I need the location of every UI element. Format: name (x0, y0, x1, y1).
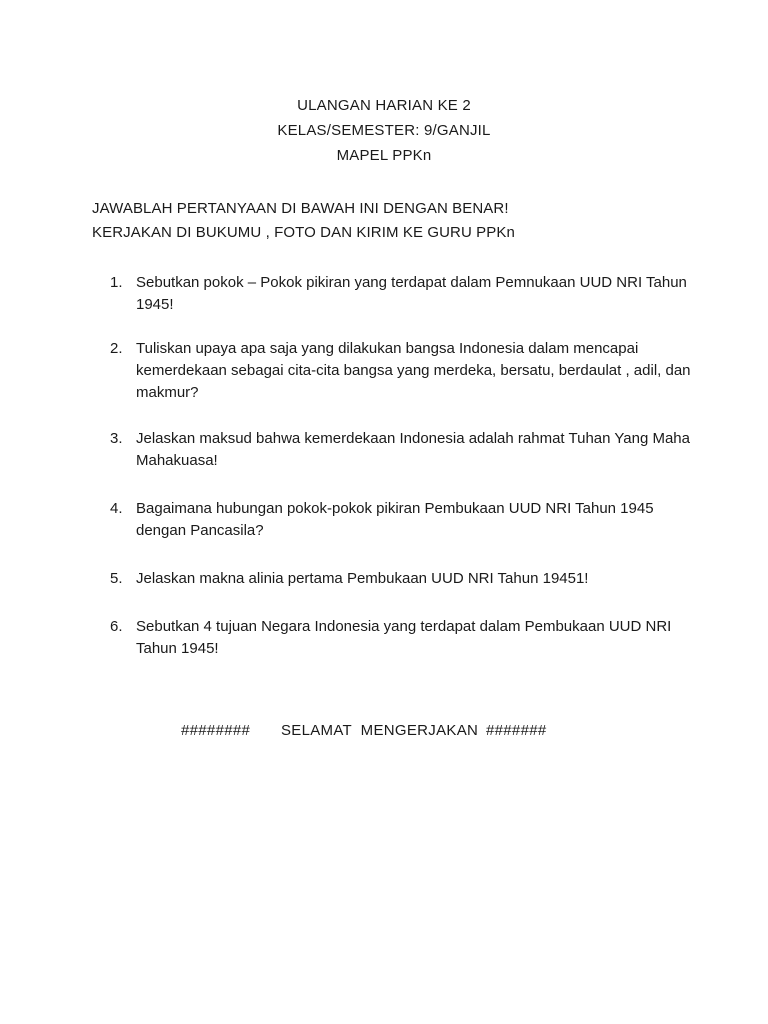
question-text: Bagaimana hubungan pokok-pokok pikiran Pembukaan UUD NRI Tahun 1945 dengan Pancasila? (136, 500, 654, 539)
question-text: Sebutkan pokok – Pokok pikiran yang terdapat dalam Pemnukaan UUD NRI Tahun 1945! (136, 274, 687, 313)
question-number: 1. (110, 274, 123, 291)
question-item (110, 498, 700, 542)
instruction-line: JAWABLAH PERTANYAAN DI BAWAH INI DENGAN BENAR! (92, 200, 509, 217)
closing-line (181, 722, 547, 739)
question-list (110, 272, 700, 660)
left-hash-decoration: ######## (181, 722, 251, 739)
subject: MAPEL PPKn (336, 147, 432, 164)
question-item (110, 428, 700, 472)
question-number: 5. (110, 570, 123, 587)
instruction-line: KERJAKAN DI BUKUMU , FOTO DAN KIRIM KE GURU PPKn (92, 224, 515, 241)
question-item (110, 568, 700, 590)
exam-title: ULANGAN HARIAN KE 2 (297, 97, 471, 114)
closing-message: SELAMAT MENGERJAKAN (281, 722, 479, 739)
document-header (0, 93, 768, 168)
question-item (110, 616, 700, 660)
class-semester: KELAS/SEMESTER: 9/GANJIL (277, 122, 491, 139)
question-text: Jelaskan makna alinia pertama Pembukaan UUD NRI Tahun 19451! (136, 570, 589, 587)
question-number: 3. (110, 430, 123, 447)
question-number: 2. (110, 340, 123, 357)
question-text: Sebutkan 4 tujuan Negara Indonesia yang terdapat dalam Pembukaan UUD NRI Tahun 1945! (136, 618, 672, 657)
question-item (110, 338, 700, 404)
question-item (110, 272, 700, 316)
question-number: 4. (110, 500, 123, 517)
instructions (92, 197, 692, 245)
question-text: Tuliskan upaya apa saja yang dilakukan bangsa Indonesia dalam mencapai kemerdekaan sebagai cita-cita bangsa yang merdeka, bersatu, berdaulat , adil, dan makmur? (136, 340, 691, 401)
question-text: Jelaskan maksud bahwa kemerdekaan Indonesia adalah rahmat Tuhan Yang Maha Mahakuasa! (136, 430, 690, 469)
right-hash-decoration: ####### (486, 722, 547, 739)
question-number: 6. (110, 618, 123, 635)
